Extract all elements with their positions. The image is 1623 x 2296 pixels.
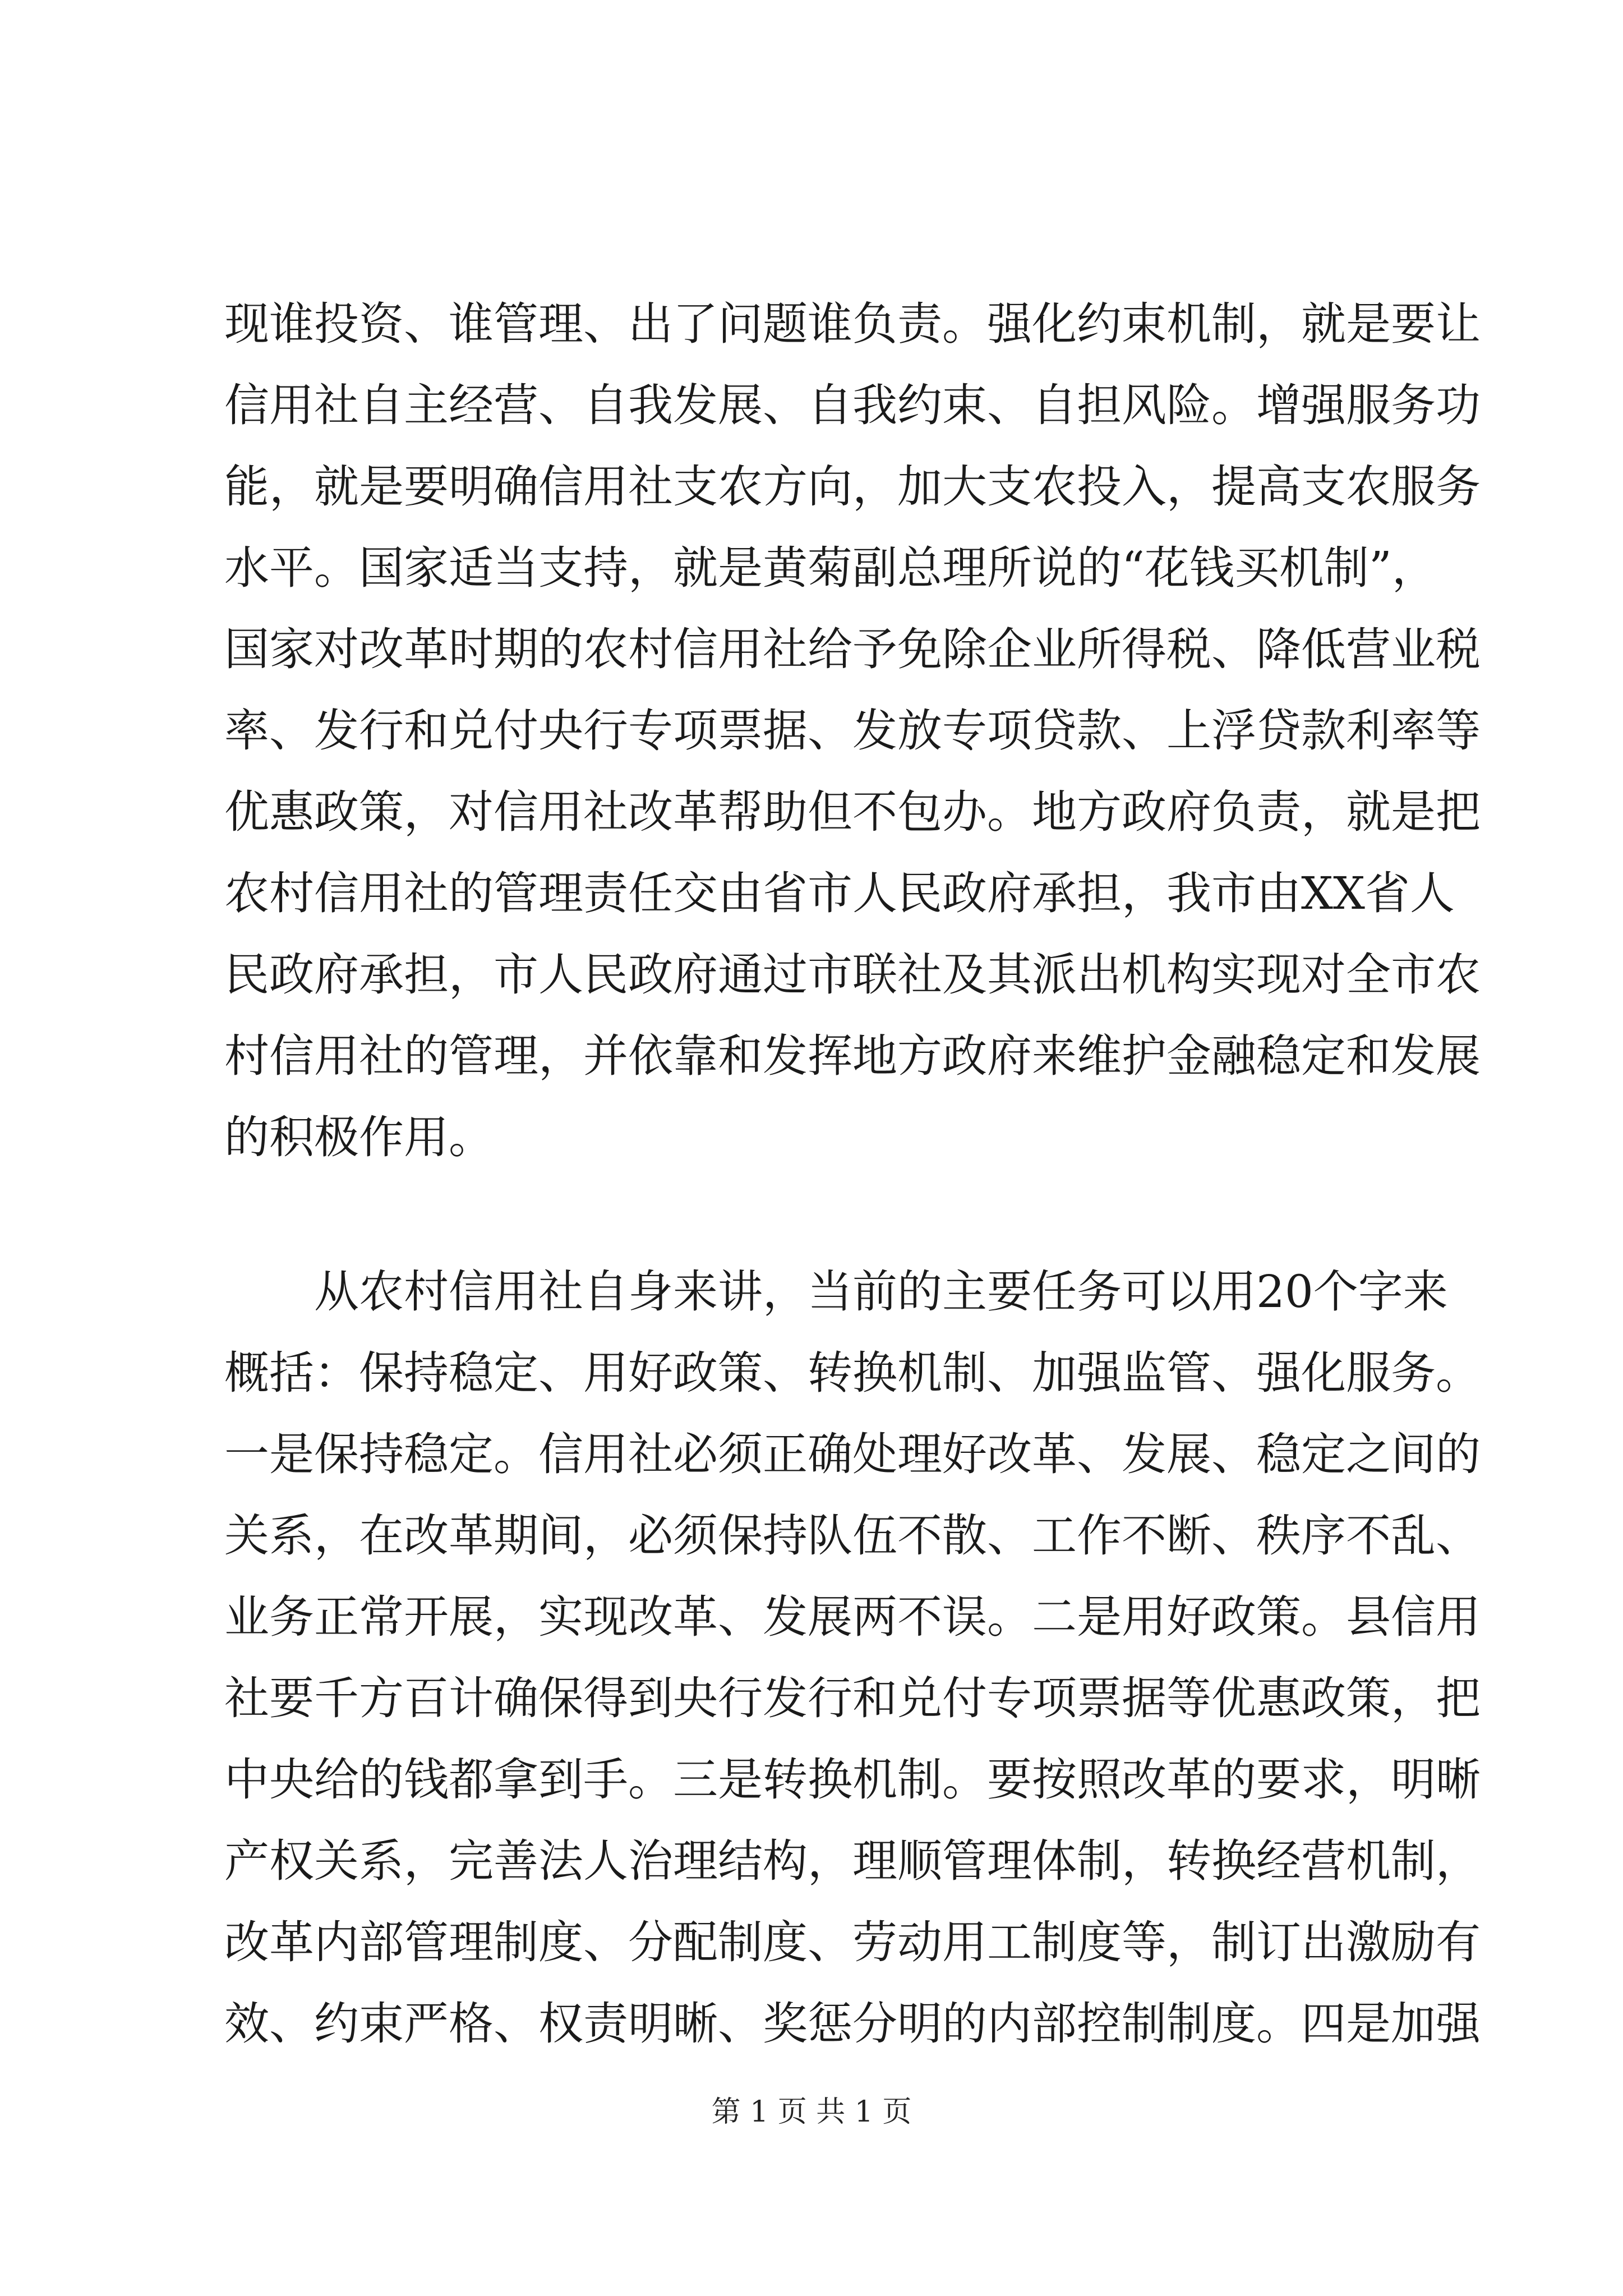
- text-line: 业务正常开展，实现改革、发展两不误。二是用好政策。县信用: [224, 1591, 1481, 1643]
- text-line: 村信用社的管理，并依靠和发挥地方政府来维护金融稳定和发展: [224, 1030, 1481, 1082]
- paragraph-2: [224, 1251, 1481, 2064]
- text-line: 水平。国家适当支持，就是黄菊副总理所说的“花钱买机制”，: [224, 542, 1437, 594]
- text-line: 民政府承担，市人民政府通过市联社及其派出机构实现对全市农: [224, 949, 1481, 1001]
- text-line: 社要千方百计确保得到央行发行和兑付专项票据等优惠政策，把: [224, 1672, 1481, 1724]
- text-line: 产权关系，完善法人治理结构，理顺管理体制，转换经营机制，: [224, 1835, 1481, 1887]
- text-line: 能，就是要明确信用社支农方向，加大支农投入，提高支农服务: [224, 461, 1481, 513]
- page-footer: 第 1 页 共 1 页: [711, 2095, 912, 2129]
- text-line: 一是保持稳定。信用社必须正确处理好改革、发展、稳定之间的: [224, 1428, 1481, 1480]
- text-line: 改革内部管理制度、分配制度、劳动用工制度等，制订出激励有: [224, 1916, 1481, 1968]
- paragraph-1: [224, 283, 1481, 1178]
- text-line: 率、发行和兑付央行专项票据、发放专项贷款、上浮贷款利率等: [224, 705, 1481, 757]
- text-line: 国家对改革时期的农村信用社给予免除企业所得税、降低营业税: [224, 623, 1481, 675]
- text-line: 的积极作用。: [224, 1111, 494, 1163]
- document-body: [224, 283, 1481, 2064]
- text-line: 中央给的钱都拿到手。三是转换机制。要按照改革的要求，明晰: [224, 1754, 1481, 1806]
- text-line: 效、约束严格、权责明晰、奖惩分明的内部控制制度。四是加强: [224, 1998, 1481, 2050]
- paragraph-spacer: [224, 1178, 1424, 1251]
- text-line: 现谁投资、谁管理、出了问题谁负责。强化约束机制，就是要让: [224, 298, 1481, 350]
- text-line: 关系，在改革期间，必须保持队伍不散、工作不断、秩序不乱、: [224, 1510, 1481, 1562]
- text-line: 优惠政策，对信用社改革帮助但不包办。地方政府负责，就是把: [224, 786, 1481, 838]
- text-line: 概括：保持稳定、用好政策、转换机制、加强监管、强化服务。: [224, 1347, 1481, 1399]
- text-line: 从农村信用社自身来讲，当前的主要任务可以用20个字来: [314, 1266, 1448, 1318]
- text-line: 信用社自主经营、自我发展、自我约束、自担风险。增强服务功: [224, 379, 1481, 431]
- text-line: 农村信用社的管理责任交由省市人民政府承担，我市由XX省人: [224, 867, 1455, 919]
